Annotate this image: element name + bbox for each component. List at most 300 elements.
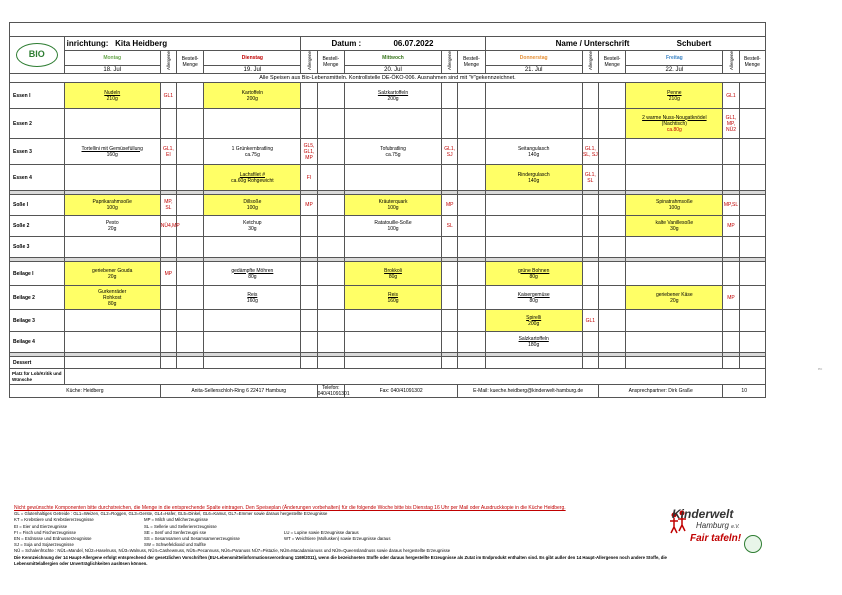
- dish-quantity: 100g: [246, 205, 258, 211]
- kinderwelt-logo: [666, 505, 766, 555]
- allergen-cell: [442, 332, 458, 353]
- day-mittwoch: Mittwoch: [344, 51, 441, 66]
- dish-cell[interactable]: [626, 237, 723, 258]
- dish-name: Ketchup: [243, 220, 262, 226]
- brand-suffix: e.V.: [731, 524, 740, 530]
- date-freitag: 22. Jul: [626, 66, 723, 74]
- dish-quantity: (Nachtisch): [661, 120, 687, 127]
- dish-cell[interactable]: [204, 262, 301, 286]
- brand-city: Hamburg: [696, 521, 729, 530]
- dish-name: geriebener Käse: [655, 291, 693, 298]
- allergen-cell: [582, 195, 598, 216]
- order-quantity-cell[interactable]: [739, 83, 765, 109]
- order-quantity-cell[interactable]: [176, 310, 203, 332]
- dish-cell[interactable]: [626, 262, 723, 286]
- row-beilage3: [10, 310, 766, 332]
- order-quantity-cell[interactable]: [739, 237, 765, 258]
- legend-sw: SW = Schwefeldioxid und Sulfite: [144, 542, 206, 548]
- allergen-cell: FI: [301, 165, 317, 191]
- order-quantity-cell[interactable]: [176, 165, 203, 191]
- order-quantity-cell[interactable]: [176, 83, 203, 109]
- order-quantity-cell[interactable]: [739, 139, 765, 165]
- dish-quantity: 140g: [528, 177, 540, 184]
- dish-name: Rindergulasch: [517, 171, 550, 178]
- order-quantity-cell[interactable]: [739, 216, 765, 237]
- legend-se: SE = Senf und Senferzeugni sse: [144, 529, 207, 535]
- dish-quantity: 160g: [246, 297, 258, 304]
- dish-cell[interactable]: [485, 262, 582, 286]
- dish-cell[interactable]: [344, 237, 441, 258]
- order-quantity-cell[interactable]: [739, 310, 765, 332]
- order-quantity-cell[interactable]: [176, 195, 203, 216]
- order-quantity-cell[interactable]: [598, 286, 625, 310]
- dish-cell[interactable]: [485, 332, 582, 353]
- order-quantity-cell[interactable]: [739, 357, 765, 369]
- row-label: Beilage I: [10, 262, 65, 286]
- row-label: Beilage 2: [10, 286, 65, 310]
- dish-quantity: 20g: [108, 273, 117, 280]
- dish-cell[interactable]: [64, 109, 160, 139]
- dish-cell[interactable]: [204, 83, 301, 109]
- order-quantity-cell[interactable]: [176, 332, 203, 353]
- order-quantity-cell[interactable]: [598, 216, 625, 237]
- order-quantity-cell[interactable]: [739, 262, 765, 286]
- dish-cell[interactable]: [485, 216, 582, 237]
- order-quantity-cell[interactable]: [317, 237, 344, 258]
- legend-ss: SS = Sesamsamen und Sesamsamenerzeugnisse: [144, 536, 240, 542]
- dish-quantity: 80g: [388, 273, 398, 280]
- dish-cell[interactable]: [204, 332, 301, 353]
- allergen-cell: MP: [723, 286, 739, 310]
- allergen-cell: GL1: [160, 83, 176, 109]
- dish-name: Tortellini mit Gemüsefüllung: [81, 145, 143, 152]
- dish-cell[interactable]: [344, 286, 441, 310]
- allergen-cell: [723, 357, 739, 369]
- allergen-col-header: Allergene: [728, 51, 734, 71]
- dish-cell[interactable]: [204, 216, 301, 237]
- row-label: Beilage 4: [10, 332, 65, 353]
- footer-kitchen: Küche: Heidberg: [10, 385, 161, 398]
- row-label: Essen 3: [10, 139, 65, 165]
- dish-cell[interactable]: [485, 109, 582, 139]
- allergen-cell: [582, 237, 598, 258]
- order-col-header: Bestell-Menge: [739, 51, 765, 74]
- allergen-cell: [442, 165, 458, 191]
- allergen-cell: [442, 109, 458, 139]
- dish-quantity: 210g: [106, 95, 118, 102]
- order-quantity-cell[interactable]: [739, 286, 765, 310]
- order-quantity-cell[interactable]: [317, 310, 344, 332]
- dish-name: Spinatrahmsoße: [655, 199, 693, 205]
- allergen-cell: [442, 262, 458, 286]
- order-quantity-cell[interactable]: [317, 286, 344, 310]
- allergen-cell: [723, 310, 739, 332]
- allergen-cell: [442, 237, 458, 258]
- dish-quantity: 140g: [528, 151, 540, 158]
- dish-cell[interactable]: [626, 83, 723, 109]
- dish-quantity: Rohkost: [103, 294, 122, 301]
- order-quantity-cell[interactable]: [598, 310, 625, 332]
- dish-name: 1 Grünkernbratling: [231, 145, 274, 152]
- brand-slogan: Fair tafeln!: [690, 533, 742, 544]
- day-donnerstag: Donnerstag: [485, 51, 582, 66]
- plate-icon: [744, 535, 762, 553]
- allergen-cell: GL1, EI: [160, 139, 176, 165]
- dish-quantity: 160g: [387, 297, 399, 304]
- row-label: Essen 4: [10, 165, 65, 191]
- order-quantity-cell[interactable]: [458, 310, 485, 332]
- row-essen1: [10, 83, 766, 109]
- order-quantity-cell[interactable]: [598, 195, 625, 216]
- dish-quantity: 30g: [248, 226, 257, 232]
- dish-cell[interactable]: [204, 195, 301, 216]
- dish-name: Salzkartoffeln: [377, 89, 409, 96]
- order-quantity-cell[interactable]: [598, 262, 625, 286]
- allergen-cell: [723, 262, 739, 286]
- dish-cell[interactable]: [204, 286, 301, 310]
- legend-mp: MP = Milch und Milcherzeugnisse: [144, 517, 209, 523]
- date-label: Datum :: [331, 38, 362, 48]
- dish-cell[interactable]: [64, 237, 160, 258]
- footer-fax: Fax: 040/41091302: [344, 385, 457, 398]
- dish-name: Paprikarahmsoße: [92, 199, 132, 205]
- allergen-cell: [442, 310, 458, 332]
- dish-cell[interactable]: [485, 357, 582, 369]
- day-freitag: Freitag: [626, 51, 723, 66]
- order-quantity-cell[interactable]: [317, 83, 344, 109]
- dish-quantity: 200g: [387, 95, 399, 102]
- allergen-cell: GL1, SJ: [442, 139, 458, 165]
- dish-name: Pesto: [105, 220, 119, 226]
- allergen-cell: [301, 332, 317, 353]
- allergen-cell: [582, 262, 598, 286]
- date-montag: 18. Jul: [64, 66, 160, 74]
- allergen-cell: [301, 262, 317, 286]
- date-value: 06.07.2022: [393, 38, 434, 48]
- order-instructions: Nicht gewünschte Komponenten bitte durchstreichen, die Menge in die entsprechende Spalte eintragen. Den Speiseplan (Änderungen vorbehalten) für die folgende Woche bitte bis Dienstag 16 Uhr per Mail oder Ausdruckkopie in die Küche Heidberg.: [14, 505, 566, 511]
- legend-wt: WT = Weichtiere (Mollusken) sowie Erzeugnisse daraus: [284, 536, 391, 542]
- order-col-header: Bestell-Menge: [317, 51, 344, 74]
- feedback-row: [10, 369, 766, 385]
- legend-nu: NÜ = Schalenfrüchte : NÜ1=Mandel, NÜ2=Haselnuss, NÜ3=Walnuss, NÜ4=Cashewnuss, NÜ5=Pecannuss, NÜ6=Paranuss NÜ7=Pistazie, NÜ8=Macadamianuss und NÜ9=Queenslandnuss sowie daraus hergestellte Erzeugnisse: [14, 548, 451, 554]
- allergen-cell: [301, 310, 317, 332]
- dish-cell[interactable]: [485, 139, 582, 165]
- order-quantity-cell[interactable]: [739, 109, 765, 139]
- order-quantity-cell[interactable]: [317, 332, 344, 353]
- dish-cell[interactable]: [204, 310, 301, 332]
- order-col-header: Bestell-Menge: [176, 51, 203, 74]
- allergen-cell: GL1, SL: [582, 165, 598, 191]
- dish-cell[interactable]: [64, 216, 160, 237]
- dish-quantity: 30g: [670, 226, 679, 232]
- order-quantity-cell[interactable]: [739, 195, 765, 216]
- legend: [14, 505, 674, 567]
- allergen-cell: [442, 357, 458, 369]
- signature-value[interactable]: Schubert: [676, 38, 712, 48]
- date-mittwoch: 20. Jul: [344, 66, 441, 74]
- allergen-cell: GL1, SL, SJ: [582, 139, 598, 165]
- row-sosse3: [10, 237, 766, 258]
- dish-quantity: 200g: [246, 95, 258, 102]
- order-quantity-cell[interactable]: [176, 216, 203, 237]
- feedback-label: Platz für Lob/Kritik und Wünsche: [10, 369, 65, 385]
- allergen-cell: [301, 286, 317, 310]
- dish-cell[interactable]: [64, 83, 160, 109]
- allergen-cell: NÜ4,MP: [160, 216, 176, 237]
- dish-quantity: 20g: [670, 297, 679, 304]
- dish-quantity: ca.75g: [244, 151, 260, 158]
- footer-contact: Ansprechpartner: Dirk Graße: [598, 385, 722, 398]
- dish-quantity: 210g: [668, 95, 680, 102]
- order-quantity-cell[interactable]: [458, 357, 485, 369]
- order-quantity-cell[interactable]: [598, 165, 625, 191]
- dish-name: Gurkenräder: [98, 288, 127, 295]
- dish-name: Reis: [388, 291, 399, 298]
- allergen-cell: [442, 286, 458, 310]
- row-sosse1: [10, 195, 766, 216]
- order-col-header: Bestell-Menge: [598, 51, 625, 74]
- allergen-cell: GL5, GL1, MP: [301, 139, 317, 165]
- legend-en: EN = Erdnüsse und Erdnusserzeugnisse: [14, 536, 92, 542]
- dish-cell[interactable]: [64, 139, 160, 165]
- footer-code: 10: [723, 385, 766, 398]
- order-quantity-cell[interactable]: [317, 165, 344, 191]
- order-quantity-cell[interactable]: [598, 83, 625, 109]
- legend-gl: GL = Glutenhaltiges Getreide : GL1=Weizen, GL2=Roggen, GL3=Gerste, GL4=Hafer, GL5=Dinkel, GL6=Kamut, GL7=Emmer sowie daraus hergestellte Erzeugnisse: [14, 511, 328, 517]
- dish-cell[interactable]: [204, 237, 301, 258]
- row-label: Essen I: [10, 83, 65, 109]
- dish-cell[interactable]: [485, 165, 582, 191]
- row-label: Soße 3: [10, 237, 65, 258]
- signature-label: Name / Unterschrift: [555, 38, 630, 48]
- dish-extra: ca.80g: [666, 126, 682, 133]
- row-sosse2: [10, 216, 766, 237]
- order-quantity-cell[interactable]: [739, 165, 765, 191]
- dish-cell[interactable]: [64, 357, 160, 369]
- order-quantity-cell[interactable]: [458, 195, 485, 216]
- order-quantity-cell[interactable]: [739, 332, 765, 353]
- allergen-cell: [301, 237, 317, 258]
- allergen-cell: [723, 237, 739, 258]
- dish-cell[interactable]: [626, 216, 723, 237]
- dish-cell[interactable]: [344, 109, 441, 139]
- dish-cell[interactable]: [204, 165, 301, 191]
- allergen-cell: GL1: [723, 83, 739, 109]
- dish-cell[interactable]: [485, 195, 582, 216]
- allergen-cell: [442, 83, 458, 109]
- bio-note: Alle Speisen aus Bio-Lebensmitteln. Kontrollstelle DE-ÖKO-006. Ausnahmen sind mit "#"gekennzeichnet.: [10, 74, 766, 83]
- order-quantity-cell[interactable]: [458, 109, 485, 139]
- legend-sl: SL = Sellerie und Selleriererzeugnisse: [144, 523, 217, 529]
- legend-lu: LU = Lupine sowie Erzeugnisse daraus: [284, 529, 359, 535]
- dish-name: Penne: [667, 89, 682, 96]
- dish-cell[interactable]: [64, 332, 160, 353]
- legend-sj: SJ = Soja und Sojaerzeugnisse: [14, 542, 74, 548]
- dish-name: Dillsoße: [243, 199, 262, 205]
- dish-cell[interactable]: [626, 357, 723, 369]
- dish-cell[interactable]: [344, 310, 441, 332]
- allergen-cell: MP: [723, 216, 739, 237]
- dish-name: Kartoffeln: [241, 89, 264, 96]
- dish-name: Spirelli: [526, 314, 542, 321]
- dish-cell[interactable]: [626, 286, 723, 310]
- dish-cell[interactable]: [344, 165, 441, 191]
- side-mark: ec: [818, 366, 823, 371]
- order-quantity-cell[interactable]: [176, 286, 203, 310]
- feedback-input[interactable]: [64, 369, 765, 385]
- order-quantity-cell[interactable]: [317, 139, 344, 165]
- row-label: Dessert: [10, 357, 65, 369]
- allergen-cell: [301, 109, 317, 139]
- day-montag: Montag: [64, 51, 160, 66]
- allergen-cell: [723, 165, 739, 191]
- allergen-cell: [723, 139, 739, 165]
- dish-name: gedämpfte Möhren: [231, 267, 274, 274]
- order-quantity-cell[interactable]: [598, 332, 625, 353]
- allergen-cell: [723, 332, 739, 353]
- dish-cell[interactable]: [626, 165, 723, 191]
- allergen-cell: GL1: [582, 310, 598, 332]
- row-label: Beilage 3: [10, 310, 65, 332]
- dish-name: grüne Bohnen: [517, 267, 550, 274]
- legend-note: Die Kennzeichnung der 14 Haupt-Allergene erfolgt entsprechend der gesetzlichen Vorschriften (EU-Lebensmittelinformationsverordnung 1169/2011), wenn die bezeichneten Stoffe oder daraus hergestellte Erzeugnisse als Zutat im Endprodukt enthalten sind. Es gibt außer den 14 Haupt-Allergenen noch andere Stoffe, die Lebensmittelallergien oder Unverträglichkeiten auslösen können.: [14, 554, 667, 566]
- allergen-cell: [582, 109, 598, 139]
- allergen-cell: MP,SL: [723, 195, 739, 216]
- dish-name: Brokkoli: [384, 267, 402, 274]
- order-quantity-cell[interactable]: [458, 237, 485, 258]
- dish-name: Nudeln: [104, 89, 121, 96]
- order-quantity-cell[interactable]: [598, 139, 625, 165]
- row-beilage2: [10, 286, 766, 310]
- dish-cell[interactable]: [64, 310, 160, 332]
- allergen-cell: [160, 237, 176, 258]
- allergen-cell: MP: [160, 262, 176, 286]
- dish-name: geriebener Gouda: [92, 267, 133, 274]
- allergen-cell: MP, SL: [160, 195, 176, 216]
- allergen-col-header: Allergene: [306, 51, 312, 71]
- order-quantity-cell[interactable]: [458, 332, 485, 353]
- order-quantity-cell[interactable]: [317, 262, 344, 286]
- order-quantity-cell[interactable]: [598, 237, 625, 258]
- dish-cell[interactable]: [344, 357, 441, 369]
- order-quantity-cell[interactable]: [317, 216, 344, 237]
- order-quantity-cell[interactable]: [176, 262, 203, 286]
- footer-phone: Telefon: 040/41091301: [317, 385, 350, 397]
- dish-cell[interactable]: [64, 262, 160, 286]
- order-quantity-cell[interactable]: [458, 165, 485, 191]
- dish-cell[interactable]: [204, 357, 301, 369]
- dish-extra: 80g: [108, 300, 117, 307]
- row-label: Soße 2: [10, 216, 65, 237]
- dish-name: Seitangulasch: [517, 145, 550, 152]
- allergen-cell: [160, 357, 176, 369]
- dish-quantity: 180g: [528, 342, 540, 348]
- row-essen3: [10, 139, 766, 165]
- dish-cell[interactable]: [626, 139, 723, 165]
- order-quantity-cell[interactable]: [176, 109, 203, 139]
- order-quantity-cell[interactable]: [317, 195, 344, 216]
- dish-cell[interactable]: [485, 83, 582, 109]
- dish-cell[interactable]: [344, 139, 441, 165]
- legend-fi: FI = Fisch und Fischerzeugnisse: [14, 529, 76, 535]
- dish-cell[interactable]: [344, 332, 441, 353]
- order-quantity-cell[interactable]: [176, 139, 203, 165]
- order-quantity-cell[interactable]: [176, 237, 203, 258]
- order-quantity-cell[interactable]: [458, 216, 485, 237]
- dish-cell[interactable]: [344, 195, 441, 216]
- footer-email[interactable]: E-Mail: kueche.heidberg@kinderwelt-hamburg.de: [458, 385, 599, 398]
- date-donnerstag: 21. Jul: [485, 66, 582, 74]
- order-quantity-cell[interactable]: [458, 262, 485, 286]
- allergen-cell: GL1, MP, NÜ2: [723, 109, 739, 139]
- day-dienstag: Dienstag: [204, 51, 301, 66]
- dish-cell[interactable]: [204, 139, 301, 165]
- dish-name: Lachsfilet #: [239, 171, 265, 178]
- dish-cell[interactable]: [64, 165, 160, 191]
- dish-name: Kaisergemüse: [517, 291, 550, 298]
- order-quantity-cell[interactable]: [176, 357, 203, 369]
- allergen-cell: [301, 83, 317, 109]
- dish-quantity: ca.60g Rohgewicht: [231, 177, 274, 184]
- dish-cell[interactable]: [626, 332, 723, 353]
- dish-cell[interactable]: [485, 310, 582, 332]
- allergen-col-header: Allergene: [587, 51, 593, 71]
- dish-quantity: 20g: [108, 226, 117, 232]
- legend-kt: KT = Krebstiere und Krebstiererzeugnisse: [14, 517, 94, 523]
- dish-cell[interactable]: [626, 310, 723, 332]
- allergen-cell: MP: [442, 195, 458, 216]
- footer-address: Anita-Sellenschloh-Ring 6 22417 Hamburg: [160, 385, 317, 398]
- dish-name: Kräuterquark: [378, 199, 408, 205]
- dish-cell[interactable]: [344, 262, 441, 286]
- order-quantity-cell[interactable]: [598, 109, 625, 139]
- order-quantity-cell[interactable]: [317, 357, 344, 369]
- dish-quantity: 80g: [248, 273, 257, 280]
- order-quantity-cell[interactable]: [458, 286, 485, 310]
- dish-cell[interactable]: [485, 286, 582, 310]
- row-label: Soße I: [10, 195, 65, 216]
- allergen-cell: SL: [442, 216, 458, 237]
- dish-quantity: 200g: [528, 320, 540, 327]
- dish-cell[interactable]: [485, 237, 582, 258]
- order-quantity-cell[interactable]: [598, 357, 625, 369]
- dish-quantity: 80g: [529, 297, 538, 304]
- row-beilage4: [10, 332, 766, 353]
- dish-name: Ratatouille-Soße: [374, 220, 412, 226]
- bio-logo: BIO: [10, 37, 65, 74]
- row-essen4: [10, 165, 766, 191]
- dish-name: Reis: [247, 291, 258, 298]
- dish-name: 2 warme Nuss-Nougatknödel: [642, 114, 707, 121]
- brand-name: Kinderwelt: [672, 507, 734, 521]
- dish-cell[interactable]: [344, 83, 441, 109]
- dish-cell[interactable]: [344, 216, 441, 237]
- allergen-col-header: Allergene: [447, 51, 453, 71]
- allergen-cell: [582, 357, 598, 369]
- dish-quantity: ca.75g: [385, 151, 401, 158]
- order-quantity-cell[interactable]: [458, 139, 485, 165]
- date-dienstag: 19. Jul: [204, 66, 301, 74]
- allergen-col-header: Allergene: [165, 51, 171, 71]
- dish-cell[interactable]: [204, 109, 301, 139]
- order-quantity-cell[interactable]: [458, 83, 485, 109]
- dish-cell[interactable]: [626, 109, 723, 139]
- order-quantity-cell[interactable]: [317, 109, 344, 139]
- dish-cell[interactable]: [64, 195, 160, 216]
- dish-cell[interactable]: [626, 195, 723, 216]
- dish-name: Tofubratling: [380, 145, 406, 152]
- dish-cell[interactable]: [64, 286, 160, 310]
